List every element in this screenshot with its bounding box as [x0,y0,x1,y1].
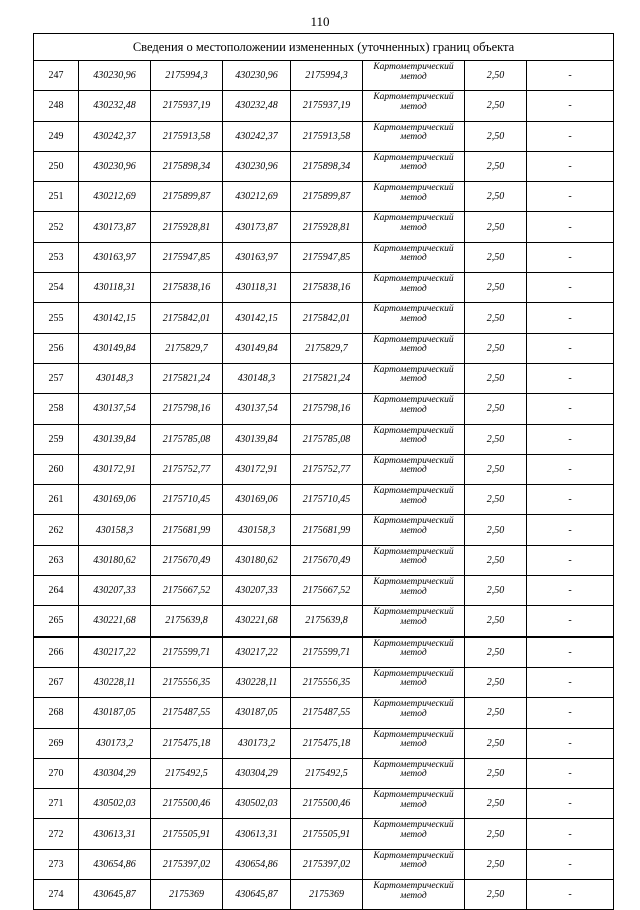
note-cell: - [527,394,614,424]
new-x-cell: 430158,3 [223,515,291,545]
note-cell: - [527,273,614,303]
new-y-cell: 2175798,16 [291,394,363,424]
old-x-cell: 430212,69 [79,182,151,212]
note-cell: - [527,698,614,728]
note-cell: - [527,758,614,788]
old-y-cell: 2175599,71 [151,637,223,668]
new-x-cell: 430187,05 [223,698,291,728]
old-y-cell: 2175899,87 [151,182,223,212]
new-x-cell: 430169,06 [223,485,291,515]
method-cell: Картометрический метод [363,880,465,910]
table-row [34,151,614,181]
method-cell: Картометрический метод [363,576,465,606]
note-cell: - [527,363,614,393]
method-cell: Картометрический метод [363,789,465,819]
point-number-cell: 253 [34,242,79,272]
note-cell: - [527,303,614,333]
method-cell: Картометрический метод [363,667,465,697]
table-row [34,637,614,668]
method-cell: Картометрический метод [363,758,465,788]
accuracy-cell: 2,50 [465,606,527,637]
note-cell: - [527,849,614,879]
accuracy-cell: 2,50 [465,789,527,819]
table-row [34,454,614,484]
old-x-cell: 430242,37 [79,121,151,151]
point-number-cell: 249 [34,121,79,151]
point-number-cell: 250 [34,151,79,181]
old-x-cell: 430230,96 [79,61,151,91]
old-x-cell: 430654,86 [79,849,151,879]
new-x-cell: 430502,03 [223,789,291,819]
new-x-cell: 430173,87 [223,212,291,242]
accuracy-cell: 2,50 [465,303,527,333]
old-x-cell: 430169,06 [79,485,151,515]
point-number-cell: 266 [34,637,79,668]
new-x-cell: 430149,84 [223,333,291,363]
coordinates-table-sheet [33,33,613,910]
accuracy-cell: 2,50 [465,424,527,454]
accuracy-cell: 2,50 [465,515,527,545]
old-x-cell: 430149,84 [79,333,151,363]
point-number-cell: 260 [34,454,79,484]
new-x-cell: 430207,33 [223,576,291,606]
old-x-cell: 430221,68 [79,606,151,637]
new-y-cell: 2175913,58 [291,121,363,151]
new-y-cell: 2175639,8 [291,606,363,637]
new-y-cell: 2175475,18 [291,728,363,758]
accuracy-cell: 2,50 [465,849,527,879]
old-y-cell: 2175838,16 [151,273,223,303]
table-title: Сведения о местоположении измененных (уточненных) границ объекта [34,34,614,61]
table-row [34,273,614,303]
new-x-cell: 430180,62 [223,545,291,575]
old-y-cell: 2175947,85 [151,242,223,272]
new-y-cell: 2175785,08 [291,424,363,454]
note-cell: - [527,515,614,545]
point-number-cell: 258 [34,394,79,424]
accuracy-cell: 2,50 [465,394,527,424]
new-x-cell: 430645,87 [223,880,291,910]
old-x-cell: 430148,3 [79,363,151,393]
old-x-cell: 430230,96 [79,151,151,181]
point-number-cell: 271 [34,789,79,819]
accuracy-cell: 2,50 [465,485,527,515]
coordinates-table [33,33,614,910]
table-row [34,545,614,575]
method-cell: Картометрический метод [363,182,465,212]
note-cell: - [527,424,614,454]
point-number-cell: 262 [34,515,79,545]
table-row [34,728,614,758]
table-row [34,182,614,212]
old-y-cell: 2175821,24 [151,363,223,393]
new-x-cell: 430613,31 [223,819,291,849]
method-cell: Картометрический метод [363,515,465,545]
new-y-cell: 2175492,5 [291,758,363,788]
point-number-cell: 268 [34,698,79,728]
method-cell: Картометрический метод [363,121,465,151]
point-number-cell: 270 [34,758,79,788]
new-x-cell: 430148,3 [223,363,291,393]
method-cell: Картометрический метод [363,424,465,454]
old-y-cell: 2175785,08 [151,424,223,454]
table-row [34,849,614,879]
note-cell: - [527,819,614,849]
method-cell: Картометрический метод [363,849,465,879]
note-cell: - [527,606,614,637]
accuracy-cell: 2,50 [465,212,527,242]
new-x-cell: 430654,86 [223,849,291,879]
accuracy-cell: 2,50 [465,151,527,181]
table-row [34,698,614,728]
old-x-cell: 430228,11 [79,667,151,697]
old-y-cell: 2175639,8 [151,606,223,637]
table-row [34,394,614,424]
note-cell: - [527,61,614,91]
table-row [34,363,614,393]
new-y-cell: 2175599,71 [291,637,363,668]
method-cell: Картометрический метод [363,394,465,424]
accuracy-cell: 2,50 [465,819,527,849]
old-x-cell: 430207,33 [79,576,151,606]
method-cell: Картометрический метод [363,61,465,91]
old-y-cell: 2175369 [151,880,223,910]
old-x-cell: 430158,3 [79,515,151,545]
table-row [34,61,614,91]
new-x-cell: 430172,91 [223,454,291,484]
new-x-cell: 430142,15 [223,303,291,333]
table-row [34,606,614,637]
method-cell: Картометрический метод [363,151,465,181]
accuracy-cell: 2,50 [465,637,527,668]
table-row [34,789,614,819]
accuracy-cell: 2,50 [465,454,527,484]
old-y-cell: 2175670,49 [151,545,223,575]
accuracy-cell: 2,50 [465,121,527,151]
table-row [34,121,614,151]
table-row [34,515,614,545]
old-y-cell: 2175913,58 [151,121,223,151]
old-y-cell: 2175898,34 [151,151,223,181]
table-row [34,424,614,454]
note-cell: - [527,212,614,242]
method-cell: Картометрический метод [363,303,465,333]
old-y-cell: 2175829,7 [151,333,223,363]
old-y-cell: 2175475,18 [151,728,223,758]
new-y-cell: 2175505,91 [291,819,363,849]
new-x-cell: 430173,2 [223,728,291,758]
old-y-cell: 2175994,3 [151,61,223,91]
method-cell: Картометрический метод [363,606,465,637]
accuracy-cell: 2,50 [465,242,527,272]
new-y-cell: 2175821,24 [291,363,363,393]
new-y-cell: 2175670,49 [291,545,363,575]
old-x-cell: 430187,05 [79,698,151,728]
accuracy-cell: 2,50 [465,273,527,303]
table-row [34,576,614,606]
note-cell: - [527,242,614,272]
method-cell: Картометрический метод [363,363,465,393]
note-cell: - [527,485,614,515]
old-y-cell: 2175842,01 [151,303,223,333]
old-x-cell: 430173,87 [79,212,151,242]
new-x-cell: 430212,69 [223,182,291,212]
table-row [34,242,614,272]
note-cell: - [527,637,614,668]
point-number-cell: 267 [34,667,79,697]
old-y-cell: 2175798,16 [151,394,223,424]
table-row [34,303,614,333]
table-row [34,485,614,515]
note-cell: - [527,91,614,121]
old-x-cell: 430502,03 [79,789,151,819]
page-number: 110 [310,14,330,29]
new-x-cell: 430217,22 [223,637,291,668]
old-x-cell: 430173,2 [79,728,151,758]
old-y-cell: 2175937,19 [151,91,223,121]
table-row [34,212,614,242]
new-x-cell: 430139,84 [223,424,291,454]
old-x-cell: 430217,22 [79,637,151,668]
old-x-cell: 430142,15 [79,303,151,333]
point-number-cell: 273 [34,849,79,879]
accuracy-cell: 2,50 [465,880,527,910]
new-y-cell: 2175947,85 [291,242,363,272]
old-y-cell: 2175928,81 [151,212,223,242]
method-cell: Картометрический метод [363,819,465,849]
old-x-cell: 430645,87 [79,880,151,910]
new-x-cell: 430118,31 [223,273,291,303]
point-number-cell: 247 [34,61,79,91]
point-number-cell: 255 [34,303,79,333]
old-y-cell: 2175681,99 [151,515,223,545]
new-x-cell: 430163,97 [223,242,291,272]
new-x-cell: 430232,48 [223,91,291,121]
new-x-cell: 430242,37 [223,121,291,151]
new-x-cell: 430304,29 [223,758,291,788]
method-cell: Картометрический метод [363,454,465,484]
point-number-cell: 248 [34,91,79,121]
table-row [34,758,614,788]
new-x-cell: 430228,11 [223,667,291,697]
new-y-cell: 2175838,16 [291,273,363,303]
old-x-cell: 430137,54 [79,394,151,424]
new-y-cell: 2175556,35 [291,667,363,697]
point-number-cell: 265 [34,606,79,637]
old-y-cell: 2175710,45 [151,485,223,515]
new-y-cell: 2175397,02 [291,849,363,879]
new-y-cell: 2175842,01 [291,303,363,333]
new-x-cell: 430230,96 [223,61,291,91]
old-x-cell: 430118,31 [79,273,151,303]
note-cell: - [527,880,614,910]
old-y-cell: 2175667,52 [151,576,223,606]
table-body [34,61,614,910]
method-cell: Картометрический метод [363,212,465,242]
new-y-cell: 2175369 [291,880,363,910]
method-cell: Картометрический метод [363,242,465,272]
accuracy-cell: 2,50 [465,545,527,575]
table-row [34,667,614,697]
accuracy-cell: 2,50 [465,333,527,363]
old-y-cell: 2175500,46 [151,789,223,819]
new-y-cell: 2175752,77 [291,454,363,484]
note-cell: - [527,121,614,151]
note-cell: - [527,454,614,484]
note-cell: - [527,667,614,697]
note-cell: - [527,333,614,363]
method-cell: Картометрический метод [363,273,465,303]
accuracy-cell: 2,50 [465,698,527,728]
note-cell: - [527,182,614,212]
new-y-cell: 2175710,45 [291,485,363,515]
note-cell: - [527,545,614,575]
old-x-cell: 430139,84 [79,424,151,454]
old-y-cell: 2175505,91 [151,819,223,849]
accuracy-cell: 2,50 [465,576,527,606]
point-number-cell: 272 [34,819,79,849]
old-x-cell: 430613,31 [79,819,151,849]
method-cell: Картометрический метод [363,333,465,363]
table-row [34,333,614,363]
new-y-cell: 2175829,7 [291,333,363,363]
new-y-cell: 2175667,52 [291,576,363,606]
note-cell: - [527,789,614,819]
point-number-cell: 254 [34,273,79,303]
point-number-cell: 252 [34,212,79,242]
new-y-cell: 2175681,99 [291,515,363,545]
old-y-cell: 2175556,35 [151,667,223,697]
table-row [34,819,614,849]
method-cell: Картометрический метод [363,91,465,121]
note-cell: - [527,576,614,606]
new-x-cell: 430230,96 [223,151,291,181]
note-cell: - [527,151,614,181]
accuracy-cell: 2,50 [465,728,527,758]
method-cell: Картометрический метод [363,637,465,668]
point-number-cell: 261 [34,485,79,515]
accuracy-cell: 2,50 [465,91,527,121]
new-y-cell: 2175994,3 [291,61,363,91]
old-x-cell: 430304,29 [79,758,151,788]
point-number-cell: 269 [34,728,79,758]
note-cell: - [527,728,614,758]
old-x-cell: 430172,91 [79,454,151,484]
point-number-cell: 259 [34,424,79,454]
point-number-cell: 251 [34,182,79,212]
old-y-cell: 2175487,55 [151,698,223,728]
new-y-cell: 2175487,55 [291,698,363,728]
method-cell: Картометрический метод [363,485,465,515]
old-y-cell: 2175752,77 [151,454,223,484]
point-number-cell: 274 [34,880,79,910]
old-y-cell: 2175397,02 [151,849,223,879]
point-number-cell: 263 [34,545,79,575]
new-y-cell: 2175928,81 [291,212,363,242]
method-cell: Картометрический метод [363,728,465,758]
accuracy-cell: 2,50 [465,182,527,212]
new-y-cell: 2175937,19 [291,91,363,121]
old-x-cell: 430232,48 [79,91,151,121]
point-number-cell: 256 [34,333,79,363]
old-y-cell: 2175492,5 [151,758,223,788]
new-y-cell: 2175899,87 [291,182,363,212]
accuracy-cell: 2,50 [465,667,527,697]
point-number-cell: 264 [34,576,79,606]
accuracy-cell: 2,50 [465,363,527,393]
accuracy-cell: 2,50 [465,61,527,91]
accuracy-cell: 2,50 [465,758,527,788]
method-cell: Картометрический метод [363,698,465,728]
method-cell: Картометрический метод [363,545,465,575]
table-row [34,91,614,121]
new-y-cell: 2175500,46 [291,789,363,819]
point-number-cell: 257 [34,363,79,393]
old-x-cell: 430180,62 [79,545,151,575]
table-row [34,880,614,910]
new-x-cell: 430137,54 [223,394,291,424]
new-x-cell: 430221,68 [223,606,291,637]
old-x-cell: 430163,97 [79,242,151,272]
new-y-cell: 2175898,34 [291,151,363,181]
